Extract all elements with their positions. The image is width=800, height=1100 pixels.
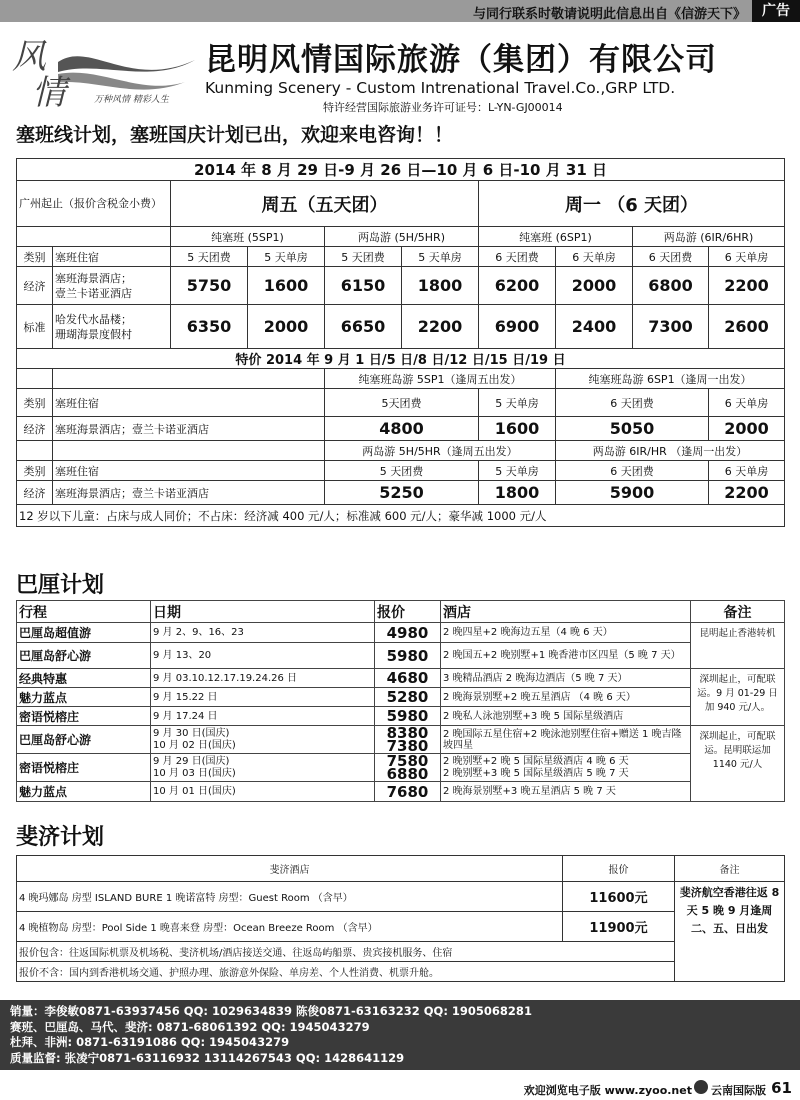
route-name: 密语悦榕庄: [17, 754, 151, 782]
route-hotel: 2 晚别墅+2 晚 5 国际星级酒店 4 晚 6 天: [443, 755, 629, 767]
route-date: 10 月 02 日(国庆): [153, 739, 236, 751]
contact-line: 销量：李俊敏0871-63937456 QQ: 1029634839 陈俊0871-63163232 QQ: 1905068281: [10, 1004, 532, 1018]
sub-header: 两岛游 (5H/5HR): [325, 227, 479, 247]
col-date: 日期: [151, 601, 375, 623]
hotel-names: 哈发代水晶楼； 珊瑚海景度假村: [53, 305, 171, 349]
contact-line: 质量监督: 张凌宁0871-63116932 13114267543 QQ: 1428641129: [10, 1050, 405, 1065]
route-name: 巴厘岛超值游: [17, 623, 151, 643]
route-date: 10 月 01 日(国庆): [151, 782, 375, 802]
route-hotel: 2 晚私人泳池别墅+3 晚 5 国际星级酒店: [441, 707, 691, 726]
col-note: 备注: [675, 856, 785, 882]
route-name: 经典特惠: [17, 669, 151, 688]
price: 5750: [171, 267, 248, 305]
price: 2200: [709, 267, 785, 305]
route-note: 昆明起止香港转机: [691, 623, 785, 669]
fee-label: 6 天单房: [556, 247, 633, 267]
col-category: 类别: [17, 247, 53, 267]
monday-tour-header: 周一 （6 天团）: [479, 181, 785, 227]
price: 2000: [248, 305, 325, 349]
route-note: 深圳起止，可配联运。昆明联运加 1140 元/人: [691, 726, 785, 802]
fiji-price: 11900元: [563, 912, 675, 942]
fiji-included: 报价包含：往返国际机票及机场税、斐济机场/酒店接送交通、往返岛屿船票、贵宾接机服务、住宿: [17, 942, 675, 962]
route-date: 9 月 03.10.12.17.19.24.26 日: [151, 669, 375, 688]
saipan-headline: 塞班线计划，塞班国庆计划已出，欢迎来电咨询！！: [16, 124, 454, 146]
sub-header: 纯塞班 (5SP1): [171, 227, 325, 247]
company-name-cn: 昆明风情国际旅游（集团）有限公司: [205, 42, 717, 78]
price: 6650: [325, 305, 402, 349]
col-hotel: 塞班住宿: [53, 461, 325, 481]
special-header: 纯塞班岛游 6SP1（逢周一出发）: [556, 369, 785, 389]
route-price: 7680: [375, 782, 441, 802]
page-number: 61: [771, 1079, 792, 1097]
col-category: 类别: [17, 461, 53, 481]
route-name: 魅力蓝点: [17, 688, 151, 707]
route-note: 深圳起止，可配联运。9 月 01-29 日加 940 元/人。: [691, 669, 785, 726]
route-price: 5280: [375, 688, 441, 707]
special-header: 纯塞班岛游 5SP1（逢周五出发）: [325, 369, 556, 389]
price: 5050: [556, 417, 709, 441]
route-price: 4980: [375, 623, 441, 643]
route-price: 4680: [375, 669, 441, 688]
route-date: 9 月 29 日(国庆): [153, 755, 230, 767]
fee-label: 6 天团费: [479, 247, 556, 267]
special-title: 特价 2014 年 9 月 1 日/5 日/8 日/12 日/15 日/19 日: [17, 349, 785, 369]
price: 6350: [171, 305, 248, 349]
price: 1600: [248, 267, 325, 305]
child-policy-note: 12 岁以下儿童：占床与成人同价；不占床：经济减 400 元/人；标准减 600 元/人；豪华减 1000 元/人: [17, 505, 785, 527]
route-price: 7380: [386, 736, 429, 754]
price: 4800: [325, 417, 479, 441]
route-name: 魅力蓝点: [17, 782, 151, 802]
price: 2400: [556, 305, 633, 349]
fiji-excluded: 报价不含：国内到香港机场交通、护照办理、旅游意外保险、单房差、个人性消费、机票升舱。: [17, 962, 675, 982]
route-hotel: 2 晚别墅+3 晚 5 国际星级酒店 5 晚 7 天: [443, 767, 629, 779]
route-hotel: 2 晚海景别墅+2 晚五星酒店 （4 晚 6 天）: [441, 688, 691, 707]
license-number: 特许经营国际旅游业务许可证号：L-YN-GJ00014: [323, 101, 563, 114]
contact-panel: [0, 1000, 800, 1070]
bali-section-title: 巴厘计划: [16, 573, 105, 598]
fiji-package: 4 晚玛娜岛 房型 ISLAND BURE 1 晚诺富特 房型：Guest Room （含早）: [17, 882, 563, 912]
fee-label: 5 天单房: [479, 461, 556, 481]
hotel-names: 塞班海景酒店； 壹兰卡诺亚酒店: [53, 267, 171, 305]
fee-label: 6 天单房: [709, 461, 785, 481]
route-date: 9 月 30 日(国庆): [153, 727, 230, 739]
route-hotel: 2 晚国际五星住宿+2 晚泳池别墅住宿+赠送 1 晚吉隆坡四星: [441, 726, 691, 754]
price: 6150: [325, 267, 402, 305]
fee-label: 5 天团费: [171, 247, 248, 267]
price: 6800: [633, 267, 709, 305]
route-price: 6880: [386, 764, 429, 782]
contact-line: 赛班、巴厘岛、马代、斐济: 0871-68061392 QQ: 1945043279: [10, 1019, 370, 1034]
route-date: 9 月 15.22 日: [151, 688, 375, 707]
fee-label: 5 天单房: [402, 247, 479, 267]
logo-char-qing: 情: [32, 73, 66, 110]
fee-label: 5 天团费: [325, 247, 402, 267]
publisher-logo-icon: [694, 1080, 708, 1094]
logo-char-feng: 风: [12, 37, 46, 77]
col-hotel: 塞班住宿: [53, 389, 325, 417]
route-price: 5980: [375, 707, 441, 726]
price: 2200: [709, 481, 785, 505]
fiji-package: 4 晚植物岛 房型：Pool Side 1 晚喜来登 房型：Ocean Breeze Room （含早）: [17, 912, 563, 942]
col-route: 行程: [17, 601, 151, 623]
route-name: 巴厘岛舒心游: [17, 643, 151, 669]
col-hotel: 酒店: [441, 601, 691, 623]
price: 1800: [479, 481, 556, 505]
category: 经济: [17, 267, 53, 305]
route-price: 5980: [375, 643, 441, 669]
company-logo: [10, 30, 200, 110]
fee-label: 5 天单房: [248, 247, 325, 267]
route-name: 巴厘岛舒心游: [17, 726, 151, 754]
fiji-note: 斐济航空香港往返 8 天 5 晚 9 月逢周二、五、日出发: [675, 882, 785, 982]
fee-label: 6 天单房: [709, 389, 785, 417]
route-price: 8380: [386, 725, 429, 742]
price: 2000: [556, 267, 633, 305]
special-header: 两岛游 6IR/HR （逢周一出发）: [556, 441, 785, 461]
price: 6200: [479, 267, 556, 305]
fee-label: 5 天团费: [325, 461, 479, 481]
price: 2600: [709, 305, 785, 349]
route-date: 9 月 13、20: [151, 643, 375, 669]
top-banner: [0, 0, 800, 22]
website-link[interactable]: 欢迎浏览电子版 www.zyoo.net: [523, 1084, 692, 1097]
bali-price-table: [16, 600, 785, 802]
price: 1600: [479, 417, 556, 441]
fiji-price-table: [16, 855, 785, 982]
price: 1800: [402, 267, 479, 305]
route-hotel: 2 晚四星+2 晚海边五星（4 晚 6 天）: [441, 623, 691, 643]
publication-name: 云南国际版: [711, 1084, 766, 1097]
category: 标准: [17, 305, 53, 349]
date-range: 2014 年 8 月 29 日-9 月 26 日—10 月 6 日-10 月 31 日: [17, 159, 785, 181]
route-hotel: 3 晚精品酒店 2 晚海边酒店（5 晚 7 天）: [441, 669, 691, 688]
route-hotel: 2 晚海景别墅+3 晚五星酒店 5 晚 7 天: [441, 782, 691, 802]
price: 2000: [709, 417, 785, 441]
fee-label: 6 天团费: [633, 247, 709, 267]
col-category: 类别: [17, 389, 53, 417]
company-name-en: Kunming Scenery - Custom Intrenational Travel.Co.,GRP LTD.: [205, 79, 676, 97]
contact-line: 杜拜、非洲: 0871-63191086 QQ: 1945043279: [10, 1035, 290, 1049]
route-name: 密语悦榕庄: [17, 707, 151, 726]
fee-label: 6 天团费: [556, 461, 709, 481]
hotel-names: 塞班海景酒店；壹兰卡诺亚酒店: [53, 481, 325, 505]
col-hotel: 斐济酒店: [17, 856, 563, 882]
col-hotel: 塞班住宿: [53, 247, 171, 267]
fee-label: 5天团费: [325, 389, 479, 417]
origin-note: 广州起止（报价含税金小费）: [17, 181, 171, 227]
price: 2200: [402, 305, 479, 349]
price: 5900: [556, 481, 709, 505]
friday-tour-header: 周五（五天团）: [171, 181, 479, 227]
col-note: 备注: [691, 601, 785, 623]
sub-header: 纯塞班 (6SP1): [479, 227, 633, 247]
route-date: 9 月 2、9、16、23: [151, 623, 375, 643]
route-hotel: 2 晚国五+2 晚别墅+1 晚香港市区四星（5 晚 7 天）: [441, 643, 691, 669]
col-price: 报价: [563, 856, 675, 882]
sub-header: 两岛游 (6IR/6HR): [633, 227, 785, 247]
company-header: [205, 34, 795, 115]
route-date: 9 月 17.24 日: [151, 707, 375, 726]
price: 5250: [325, 481, 479, 505]
category: 经济: [17, 417, 53, 441]
category: 经济: [17, 481, 53, 505]
ad-badge: 广告: [752, 0, 800, 22]
col-price: 报价: [375, 601, 441, 623]
fiji-section-title: 斐济计划: [16, 825, 105, 850]
logo-swoosh-icon: [58, 56, 195, 72]
banner-text: 与同行联系时敬请说明此信息出自《信游天下》: [472, 7, 746, 22]
route-date: 10 月 03 日(国庆): [153, 767, 236, 779]
fee-label: 5 天单房: [479, 389, 556, 417]
saipan-price-table: [16, 158, 785, 527]
fiji-price: 11600元: [563, 882, 675, 912]
price: 7300: [633, 305, 709, 349]
special-header: 两岛游 5H/5HR（逢周五出发）: [325, 441, 556, 461]
fee-label: 6 天团费: [556, 389, 709, 417]
route-price: 7580: [386, 753, 429, 770]
price: 6900: [479, 305, 556, 349]
logo-slogan: 万种风情 精彩人生: [94, 95, 169, 105]
page-footer: [0, 1076, 800, 1100]
hotel-names: 塞班海景酒店；壹兰卡诺亚酒店: [53, 417, 325, 441]
fee-label: 6 天单房: [709, 247, 785, 267]
